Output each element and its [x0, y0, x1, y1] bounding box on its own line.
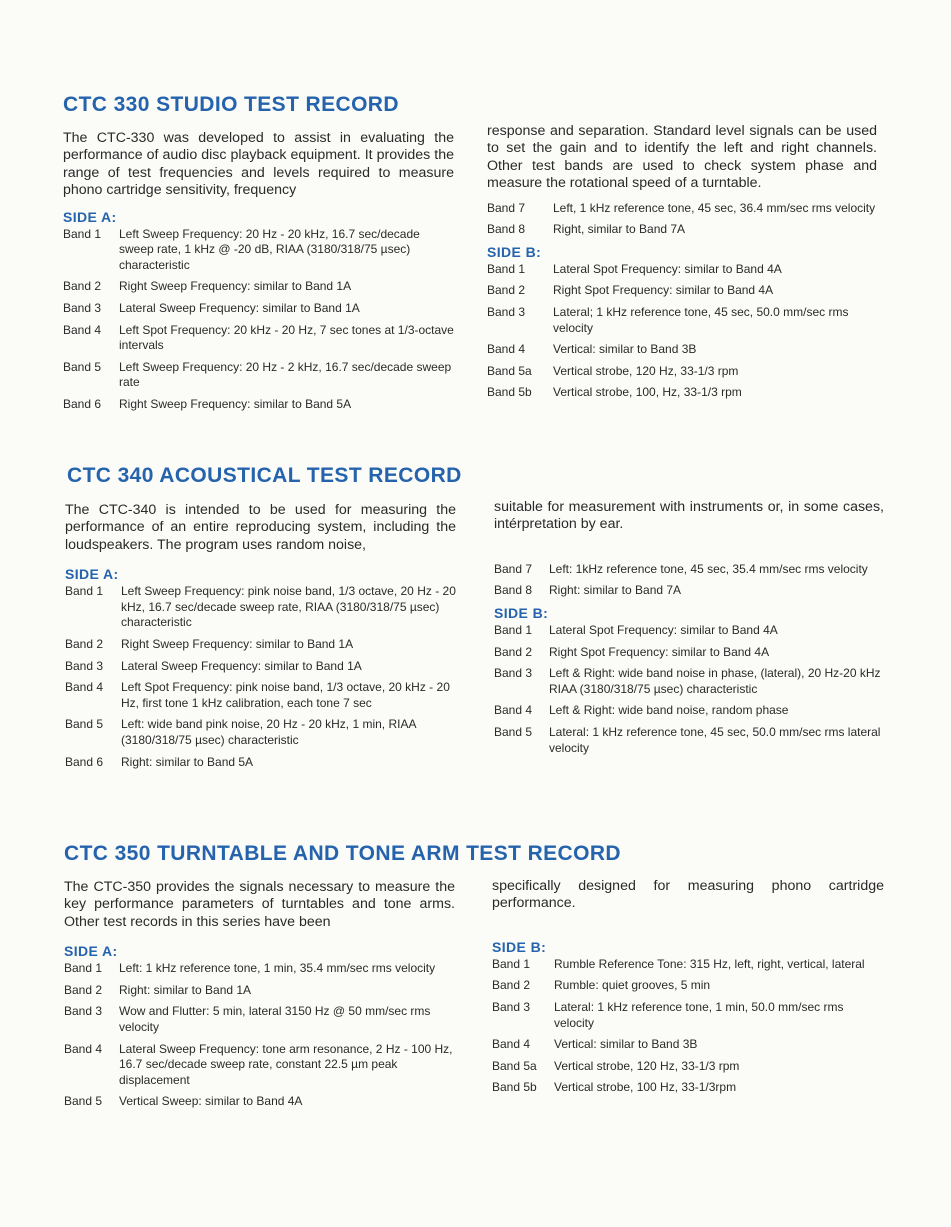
side-a-heading: SIDE A: — [63, 208, 117, 225]
band-label: Band 2 — [494, 644, 533, 659]
band-label: Band 2 — [487, 283, 526, 298]
band-item — [494, 583, 884, 599]
band-description: Right Sweep Frequency: similar to Band 1A — [121, 637, 354, 651]
band-label: Band 8 — [494, 583, 533, 598]
band-label: Band 4 — [492, 1037, 531, 1052]
band-item — [65, 637, 456, 653]
band-label: Band 1 — [492, 956, 531, 971]
band-description: Right, similar to Band 7A — [553, 222, 686, 237]
band-description: Left: wide band pink noise, 20 Hz - 20 kHz, 1 min, RIAA (3180/318/75 µsec) characteristic — [121, 717, 416, 747]
band-label: Band 5a — [492, 1058, 537, 1073]
band-label: Band 5 — [65, 717, 104, 732]
band-description: Lateral Spot Frequency: similar to Band 4A — [553, 261, 782, 276]
band-item — [492, 1080, 884, 1096]
band-description: Right: similar to Band 5A — [121, 754, 254, 769]
side-b-heading: SIDE B: — [492, 938, 547, 955]
band-description: Vertical: similar to Band 3B — [553, 342, 697, 357]
band-item — [494, 645, 884, 661]
band-item — [494, 703, 884, 719]
side-a-band-list — [63, 227, 454, 413]
band-label: Band 6 — [65, 754, 104, 769]
band-description: Lateral Sweep Frequency: similar to Band 1A — [119, 301, 360, 315]
band-description: Vertical Sweep: similar to Band 4A — [119, 1094, 303, 1109]
side-b-heading: SIDE B: — [494, 605, 549, 621]
band-item — [487, 385, 877, 401]
band-label: Band 8 — [487, 222, 526, 237]
band-item — [64, 1042, 455, 1089]
band-description: Left Spot Frequency: pink noise band, 1/3 octave, 20 kHz - 20 Hz, first tone 1 kHz calibration, each tone 7 sec — [121, 680, 450, 710]
band-label: Band 4 — [494, 703, 533, 718]
band-description: Right Spot Frequency: similar to Band 4A — [553, 283, 774, 298]
band-item — [492, 1059, 884, 1075]
band-label: Band 7 — [487, 200, 526, 215]
band-description: Vertical: similar to Band 3B — [554, 1037, 698, 1052]
band-label: Band 2 — [63, 279, 102, 294]
band-item — [487, 262, 877, 278]
band-item — [63, 279, 454, 295]
band-description: Vertical strobe, 120 Hz, 33-1/3 rpm — [554, 1058, 740, 1073]
band-description: Right Spot Frequency: similar to Band 4A — [549, 644, 770, 659]
section-title: CTC 340 ACOUSTICAL TEST RECORD — [67, 464, 462, 487]
band-description: Lateral: 1 kHz reference tone, 45 sec, 50.0 mm/sec rms lateral velocity — [549, 724, 881, 755]
band-label: Band 3 — [487, 305, 526, 319]
left-column — [64, 879, 455, 1116]
band-description: Right: similar to Band 7A — [549, 583, 682, 598]
band-label: Band 1 — [63, 226, 102, 241]
intro-text-continued: suitable for measurement with instruments or, in some cases, intérpretation by ear. — [494, 499, 884, 533]
band-item — [63, 360, 454, 391]
band-label: Band 3 — [63, 301, 102, 315]
band-item — [494, 623, 884, 639]
side-a-band-list — [64, 961, 455, 1110]
side-a-band-list-continued — [487, 201, 877, 238]
left-column — [65, 502, 456, 776]
band-description: Left Sweep Frequency: 20 Hz - 20 kHz, 16.7 sec/decade sweep rate, 1 kHz @ -20 dB, RIAA (3180/318/75 µsec) characteristic — [119, 226, 420, 272]
band-description: Vertical strobe, 120 Hz, 33-1/3 rpm — [553, 363, 739, 378]
band-label: Band 6 — [63, 396, 102, 411]
band-description: Lateral: 1 kHz reference tone, 1 min, 50.0 mm/sec rms velocity — [554, 1000, 844, 1030]
band-label: Band 2 — [64, 982, 103, 997]
band-description: Left: 1 kHz reference tone, 1 min, 35.4 mm/sec rms velocity — [119, 961, 436, 976]
band-item — [65, 659, 456, 675]
intro-text-continued: specifically designed for measuring phono cartridge performance. — [492, 878, 884, 912]
band-description: Right: similar to Band 1A — [119, 982, 252, 997]
band-label: Band 4 — [487, 342, 526, 357]
band-item — [487, 222, 877, 238]
band-description: Rumble Reference Tone: 315 Hz, left, right, vertical, lateral — [554, 956, 865, 971]
band-item — [492, 957, 884, 973]
band-item — [63, 323, 454, 354]
band-item — [492, 1000, 884, 1031]
band-item — [487, 342, 877, 358]
band-label: Band 3 — [64, 1004, 103, 1019]
right-column — [492, 878, 884, 1102]
band-item — [64, 983, 455, 999]
band-label: Band 1 — [65, 584, 104, 599]
section-title: CTC 350 TURNTABLE AND TONE ARM TEST RECORD — [64, 842, 621, 865]
band-label: Band 5a — [487, 363, 532, 378]
band-description: Wow and Flutter: 5 min, lateral 3150 Hz @ 50 mm/sec rms velocity — [119, 1004, 431, 1034]
band-item — [494, 562, 884, 578]
side-a-band-list-continued — [494, 562, 884, 599]
band-item — [487, 283, 877, 299]
band-item — [65, 755, 456, 771]
right-column — [494, 499, 884, 762]
side-b-band-list — [492, 957, 884, 1096]
intro-text: The CTC-330 was developed to assist in evaluating the performance of audio disc playback equipment. It provides the range of test frequencies and levels required to measure phono cartridge sensitivity, frequency — [63, 130, 454, 199]
band-description: Lateral; 1 kHz reference tone, 45 sec, 50.0 mm/sec rms velocity — [553, 305, 849, 335]
band-description: Rumble: quiet grooves, 5 min — [554, 978, 711, 993]
band-label: Band 3 — [65, 658, 104, 673]
side-a-heading: SIDE A: — [65, 566, 119, 583]
band-item — [487, 201, 877, 217]
band-description: Left, 1 kHz reference tone, 45 sec, 36.4 mm/sec rms velocity — [553, 200, 876, 215]
section-title: CTC 330 STUDIO TEST RECORD — [63, 93, 399, 116]
band-label: Band 3 — [494, 666, 533, 681]
left-column — [63, 130, 454, 419]
band-item — [492, 1037, 884, 1053]
band-description: Left: 1kHz reference tone, 45 sec, 35.4 mm/sec rms velocity — [549, 561, 868, 576]
band-label: Band 5 — [494, 724, 533, 739]
band-label: Band 4 — [64, 1041, 103, 1056]
band-item — [65, 680, 456, 711]
band-description: Left & Right: wide band noise, random phase — [549, 703, 789, 718]
band-description: Vertical strobe, 100 Hz, 33-1/3rpm — [554, 1080, 737, 1095]
band-description: Right Sweep Frequency: similar to Band 5A — [119, 396, 352, 411]
band-description: Left Sweep Frequency: pink noise band, 1/3 octave, 20 Hz - 20 kHz, 16.7 sec/decade sweep rate, RIAA (3180/318/75 µsec) characteristic — [121, 584, 456, 630]
band-item — [63, 397, 454, 413]
band-label: Band 1 — [494, 623, 533, 637]
band-description: Vertical strobe, 100, Hz, 33-1/3 rpm — [553, 385, 742, 400]
intro-text: The CTC-350 provides the signals necessary to measure the key performance parameters of turntables and tone arms. Other test records in this series have been — [64, 879, 455, 930]
band-item — [64, 1004, 455, 1035]
band-label: Band 5 — [63, 359, 102, 374]
band-label: Band 4 — [63, 322, 102, 337]
band-label: Band 7 — [494, 561, 533, 576]
band-description: Right Sweep Frequency: similar to Band 1A — [119, 279, 352, 294]
band-label: Band 4 — [65, 680, 104, 695]
band-item — [65, 584, 456, 631]
band-item — [63, 227, 454, 274]
band-item — [63, 301, 454, 317]
band-description: Left Spot Frequency: 20 kHz - 20 Hz, 7 sec tones at 1/3-octave intervals — [119, 322, 454, 353]
band-description: Left & Right: wide band noise in phase, (lateral), 20 Hz-20 kHz RIAA (3180/318/75 µsec) characteristic — [549, 666, 881, 696]
band-description: Left Sweep Frequency: 20 Hz - 2 kHz, 16.7 sec/decade sweep rate — [119, 359, 452, 390]
band-label: Band 3 — [492, 1000, 531, 1014]
intro-text-continued: response and separation. Standard level signals can be used to set the gain and to identify the left and right channels. Other test bands are used to check system phase and measure the rotational speed of a turntable. — [487, 123, 877, 192]
band-item — [487, 364, 877, 380]
band-label: Band 1 — [64, 961, 103, 976]
band-item — [494, 666, 884, 697]
side-b-heading: SIDE B: — [487, 243, 542, 260]
band-item — [65, 717, 456, 748]
intro-text: The CTC-340 is intended to be used for measuring the performance of an entire reproducing system, including the loudspeakers. The program uses random noise, — [65, 502, 456, 553]
band-item — [64, 961, 455, 977]
band-label: Band 1 — [487, 261, 526, 276]
side-b-band-list — [487, 262, 877, 401]
side-a-band-list — [65, 584, 456, 770]
band-item — [487, 305, 877, 336]
band-item — [494, 725, 884, 756]
band-label: Band 5 — [64, 1094, 103, 1109]
band-item — [64, 1094, 455, 1110]
side-b-band-list — [494, 623, 884, 756]
band-description: Lateral Spot Frequency: similar to Band 4A — [549, 623, 778, 637]
right-column — [487, 123, 877, 407]
side-a-heading: SIDE A: — [64, 943, 118, 960]
band-description: Lateral Sweep Frequency: similar to Band 1A — [121, 658, 362, 673]
band-label: Band 5b — [492, 1080, 537, 1095]
band-label: Band 2 — [492, 978, 531, 993]
band-label: Band 2 — [65, 637, 104, 651]
band-label: Band 5b — [487, 385, 532, 400]
band-description: Lateral Sweep Frequency: tone arm resonance, 2 Hz - 100 Hz, 16.7 sec/decade sweep rate, constant 22.5 µm peak displacement — [119, 1041, 453, 1087]
band-item — [492, 978, 884, 994]
